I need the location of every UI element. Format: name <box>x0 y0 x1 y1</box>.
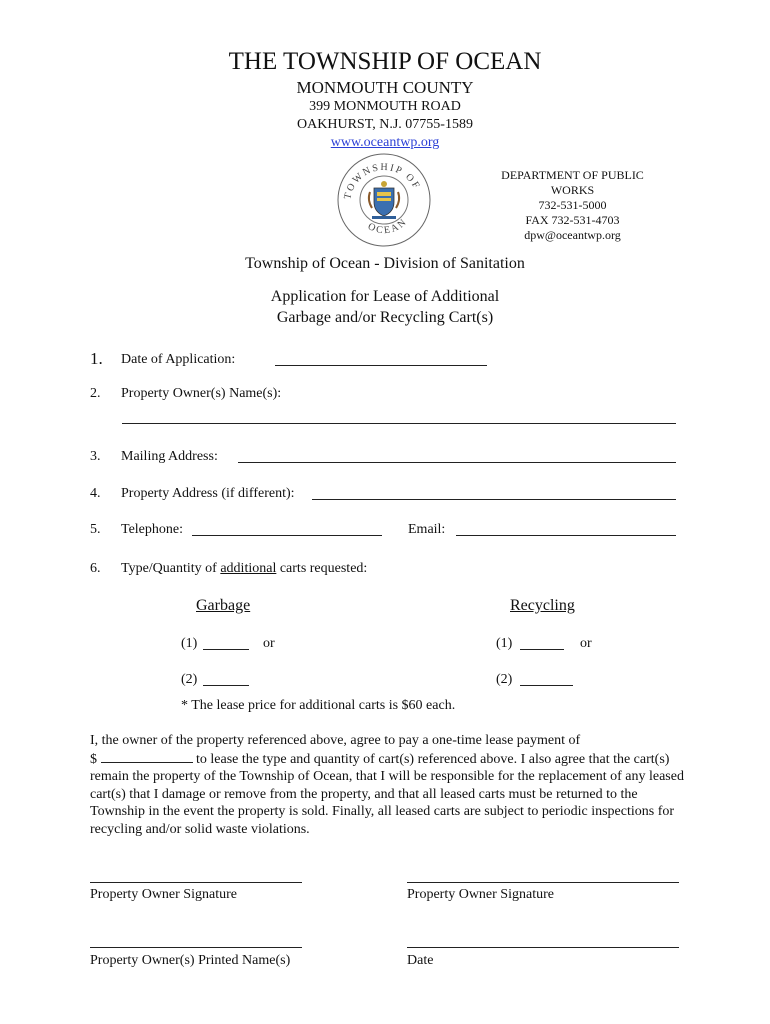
printed-name-label: Property Owner(s) Printed Name(s) <box>90 953 291 968</box>
cart-type-label-pre: Type/Quantity of <box>121 561 221 576</box>
telephone-label: Telephone: <box>121 522 183 537</box>
lease-price-note: * The lease price for additional carts is $60 each. <box>181 698 456 713</box>
form-heading-2: Garbage and/or Recycling Cart(s) <box>276 309 494 326</box>
cart-type-quantity-label <box>121 561 367 577</box>
owner-signature-label-1: Property Owner Signature <box>90 887 237 902</box>
garbage-option-1-label: (1) <box>181 636 198 651</box>
department-info <box>500 168 645 243</box>
seal-text-top: TOWNSHIP OF <box>342 161 423 201</box>
department-name: DEPARTMENT OF PUBLIC WORKS <box>501 168 644 197</box>
cart-type-label-emphasis: additional <box>220 561 277 576</box>
agreement-text-1: I, the owner of the property referenced above, agree to pay a one-time lease payment of <box>90 733 581 748</box>
date-of-application-label: Date of Application: <box>121 352 236 367</box>
date-of-application-field[interactable] <box>275 351 487 366</box>
garbage-option-2-field[interactable] <box>203 671 249 686</box>
agreement-dollar-sign: $ <box>90 751 97 767</box>
website-link[interactable]: www.oceantwp.org <box>330 135 440 150</box>
item-number-5: 5. <box>90 522 101 537</box>
department-fax: FAX 732-531-4703 <box>525 213 620 227</box>
address-line-1: 399 MONMOUTH ROAD <box>309 99 461 114</box>
mailing-address-label: Mailing Address: <box>121 449 218 464</box>
township-seal-icon <box>336 152 432 248</box>
recycling-option-1-field[interactable] <box>520 635 564 650</box>
recycling-heading: Recycling <box>510 597 575 614</box>
cart-type-label-post: carts requested: <box>276 561 368 576</box>
item-number-3: 3. <box>90 449 101 464</box>
address-line-2: OAKHURST, N.J. 07755-1589 <box>297 117 473 132</box>
garbage-heading: Garbage <box>196 597 251 614</box>
property-address-label: Property Address (if different): <box>121 486 295 501</box>
page-title: THE TOWNSHIP OF OCEAN <box>228 48 542 75</box>
mailing-address-field[interactable] <box>238 448 676 463</box>
recycling-option-2-label: (2) <box>496 672 513 687</box>
telephone-field[interactable] <box>192 521 382 536</box>
property-address-field[interactable] <box>312 485 676 500</box>
agreement-paragraph <box>90 732 690 839</box>
property-owner-name-field[interactable] <box>122 409 676 424</box>
item-number-4: 4. <box>90 486 101 501</box>
email-field[interactable] <box>456 521 676 536</box>
svg-text:OCEAN <box>366 216 410 236</box>
item-number-1: 1. <box>90 349 103 368</box>
county-name: MONMOUTH COUNTY <box>296 78 474 97</box>
property-owner-name-label: Property Owner(s) Name(s): <box>121 386 282 401</box>
owner-signature-line-1[interactable] <box>90 882 302 883</box>
owner-signature-line-2[interactable] <box>407 882 679 883</box>
owner-signature-label-2: Property Owner Signature <box>407 887 554 902</box>
recycling-or-text: or <box>580 636 592 651</box>
date-signature-label: Date <box>407 953 434 968</box>
date-signature-line[interactable] <box>407 947 679 948</box>
recycling-option-1-label: (1) <box>496 636 513 651</box>
email-label: Email: <box>408 522 446 537</box>
printed-name-line[interactable] <box>90 947 302 948</box>
recycling-option-2-field[interactable] <box>520 671 573 686</box>
website-row <box>0 135 770 151</box>
item-number-2: 2. <box>90 386 101 401</box>
form-heading-1: Application for Lease of Additional <box>270 288 500 305</box>
item-number-6: 6. <box>90 561 101 576</box>
department-email: dpw@oceantwp.org <box>524 228 621 242</box>
agreement-text-2: to lease the type and quantity of cart(s) referenced above. I also agree that the cart(s) remain the property of the Township of Ocean, that I will be responsible for the replacement of any leased cart(s) that I damage or remove from the property, and that all leased carts must be returned to the Township in the event the property is sold. Finally, all leased carts are subject to periodic inspections for recycling and/or solid waste violations. <box>90 751 684 837</box>
seal-text-bottom: OCEAN <box>365 216 410 237</box>
garbage-or-text: or <box>263 636 275 651</box>
garbage-option-2-label: (2) <box>181 672 198 687</box>
division-name: Township of Ocean - Division of Sanitation <box>245 255 525 272</box>
lease-payment-amount-field[interactable] <box>101 750 193 763</box>
garbage-option-1-field[interactable] <box>203 635 249 650</box>
department-phone: 732-531-5000 <box>538 198 607 212</box>
